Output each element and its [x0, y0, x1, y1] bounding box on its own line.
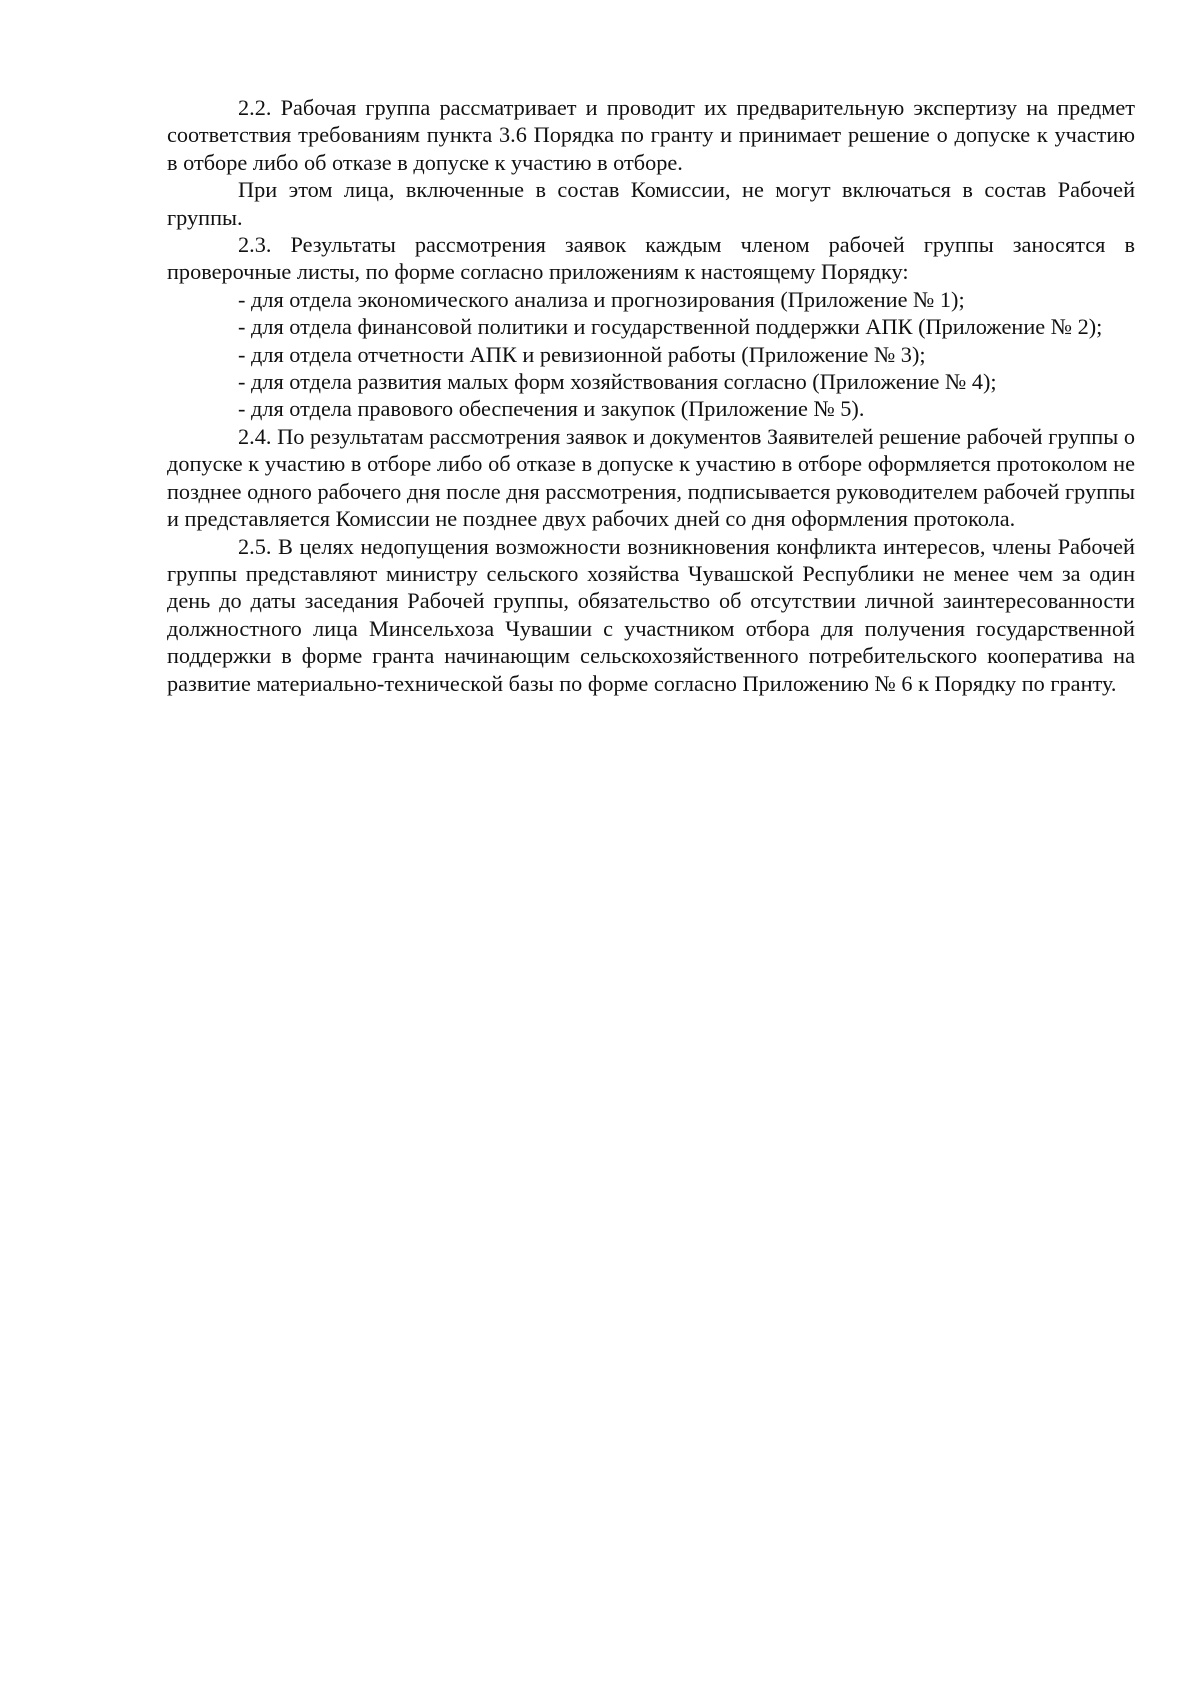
- document-body: [167, 94, 1135, 697]
- paragraph-2-3: 2.3. Результаты рассмотрения заявок каждым членом рабочей группы заносятся в проверочные листы, по форме согласно приложениям к настоящему Порядку:: [167, 232, 1135, 285]
- list-item-appendix-2: - для отдела финансовой политики и государственной поддержки АПК (Приложение № 2);: [238, 314, 1103, 340]
- list-item-appendix-3: - для отдела отчетности АПК и ревизионной работы (Приложение № 3);: [238, 341, 926, 367]
- list-item-appendix-4: - для отдела развития малых форм хозяйствования согласно (Приложение № 4);: [238, 369, 997, 395]
- paragraph-2-5: 2.5. В целях недопущения возможности возникновения конфликта интересов, члены Рабочей группы представляют министру сельского хозяйства Чувашской Республики не менее чем за один день до даты заседания Рабочей группы, обязательство об отсутствии личной заинтересованности должностного лица Минсельхоза Чувашии с участником отбора для получения государственной поддержки в форме гранта начинающим сельскохозяйственного потребительского кооператива на развитие материально-технической базы по форме согласно Приложению № 6 к Порядку по гранту.: [167, 533, 1135, 696]
- paragraph-2-2: 2.2. Рабочая группа рассматривает и проводит их предварительную экспертизу на предмет соответствия требованиям пункта 3.6 Порядка по гранту и принимает решение о допуске к участию в отборе либо об отказе в допуске к участию в отборе.: [167, 95, 1135, 175]
- list-item-appendix-5: - для отдела правового обеспечения и закупок (Приложение № 5).: [238, 396, 865, 422]
- list-item-appendix-1: - для отдела экономического анализа и прогнозирования (Приложение № 1);: [238, 286, 965, 312]
- paragraph-2-4: 2.4. По результатам рассмотрения заявок и документов Заявителей решение рабочей группы о допуске к участию в отборе либо об отказе в допуске к участию в отборе оформляется протоколом не позднее одного рабочего дня после дня рассмотрения, подписывается руководителем рабочей группы и представляется Комиссии не позднее двух рабочих дней со дня оформления протокола.: [167, 423, 1135, 532]
- paragraph-commission-note: При этом лица, включенные в состав Комиссии, не могут включаться в состав Рабочей группы.: [167, 177, 1135, 230]
